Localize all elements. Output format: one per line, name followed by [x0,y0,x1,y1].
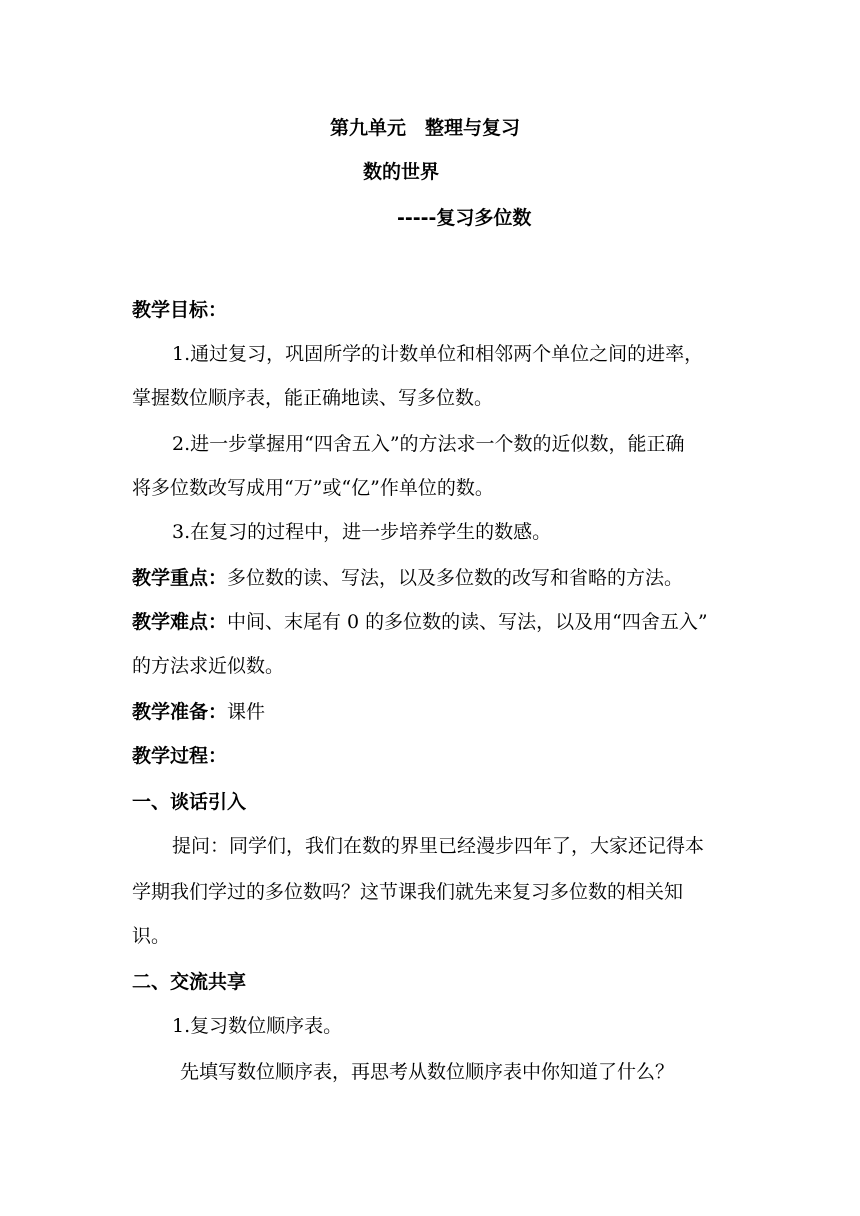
unit-title: 第九单元 整理与复习 [330,117,521,139]
key-points-text: 多位数的读、写法，以及多位数的改写和省略的方法。 [227,567,684,589]
preparation-text: 课件 [227,701,266,723]
difficulties-text-line-2: 的方法求近似数。 [132,655,285,677]
difficulties-text-line-1: 中间、末尾有 0 的多位数的读、写法，以及用“四舍五入” [227,611,708,633]
objective-1-line-2: 掌握数位顺序表，能正确地读、写多位数。 [132,387,494,409]
section-2-item-1: 1.复习数位顺序表。 [172,1015,343,1037]
objectives-heading: 教学目标： [132,299,228,321]
topic-title: 数的世界 [363,161,440,183]
section-1-heading: 一、谈话引入 [132,791,247,813]
objective-2-line-1: 2.进一步掌握用“四舍五入”的方法求一个数的近似数，能正确 [172,433,685,455]
process-heading: 教学过程： [132,745,228,767]
section-2-item-1-detail: 先填写数位顺序表，再思考从数位顺序表中你知道了什么？ [180,1061,675,1083]
section-1-line-3: 识。 [132,925,171,947]
section-2-heading: 二、交流共享 [132,971,247,993]
section-1-line-2: 学期我们学过的多位数吗？这节课我们就先来复习多位数的相关知 [132,881,684,903]
preparation-label: 教学准备： [132,701,228,723]
key-points-label: 教学重点： [132,567,228,589]
section-1-line-1: 提问：同学们，我们在数的界里已经漫步四年了，大家还记得本 [172,835,705,857]
objective-3: 3.在复习的过程中，进一步培养学生的数感。 [172,521,552,543]
objective-2-line-2: 将多位数改写成用“万”或“亿”作单位的数。 [132,477,494,499]
objective-1-line-1: 1.通过复习，巩固所学的计数单位和相邻两个单位之间的进率， [172,343,704,365]
preparation [132,700,265,724]
key-points [132,566,683,590]
lesson-subtitle: -----复习多位数 [397,207,532,229]
difficulties [132,610,708,634]
difficulties-label: 教学难点： [132,611,228,633]
